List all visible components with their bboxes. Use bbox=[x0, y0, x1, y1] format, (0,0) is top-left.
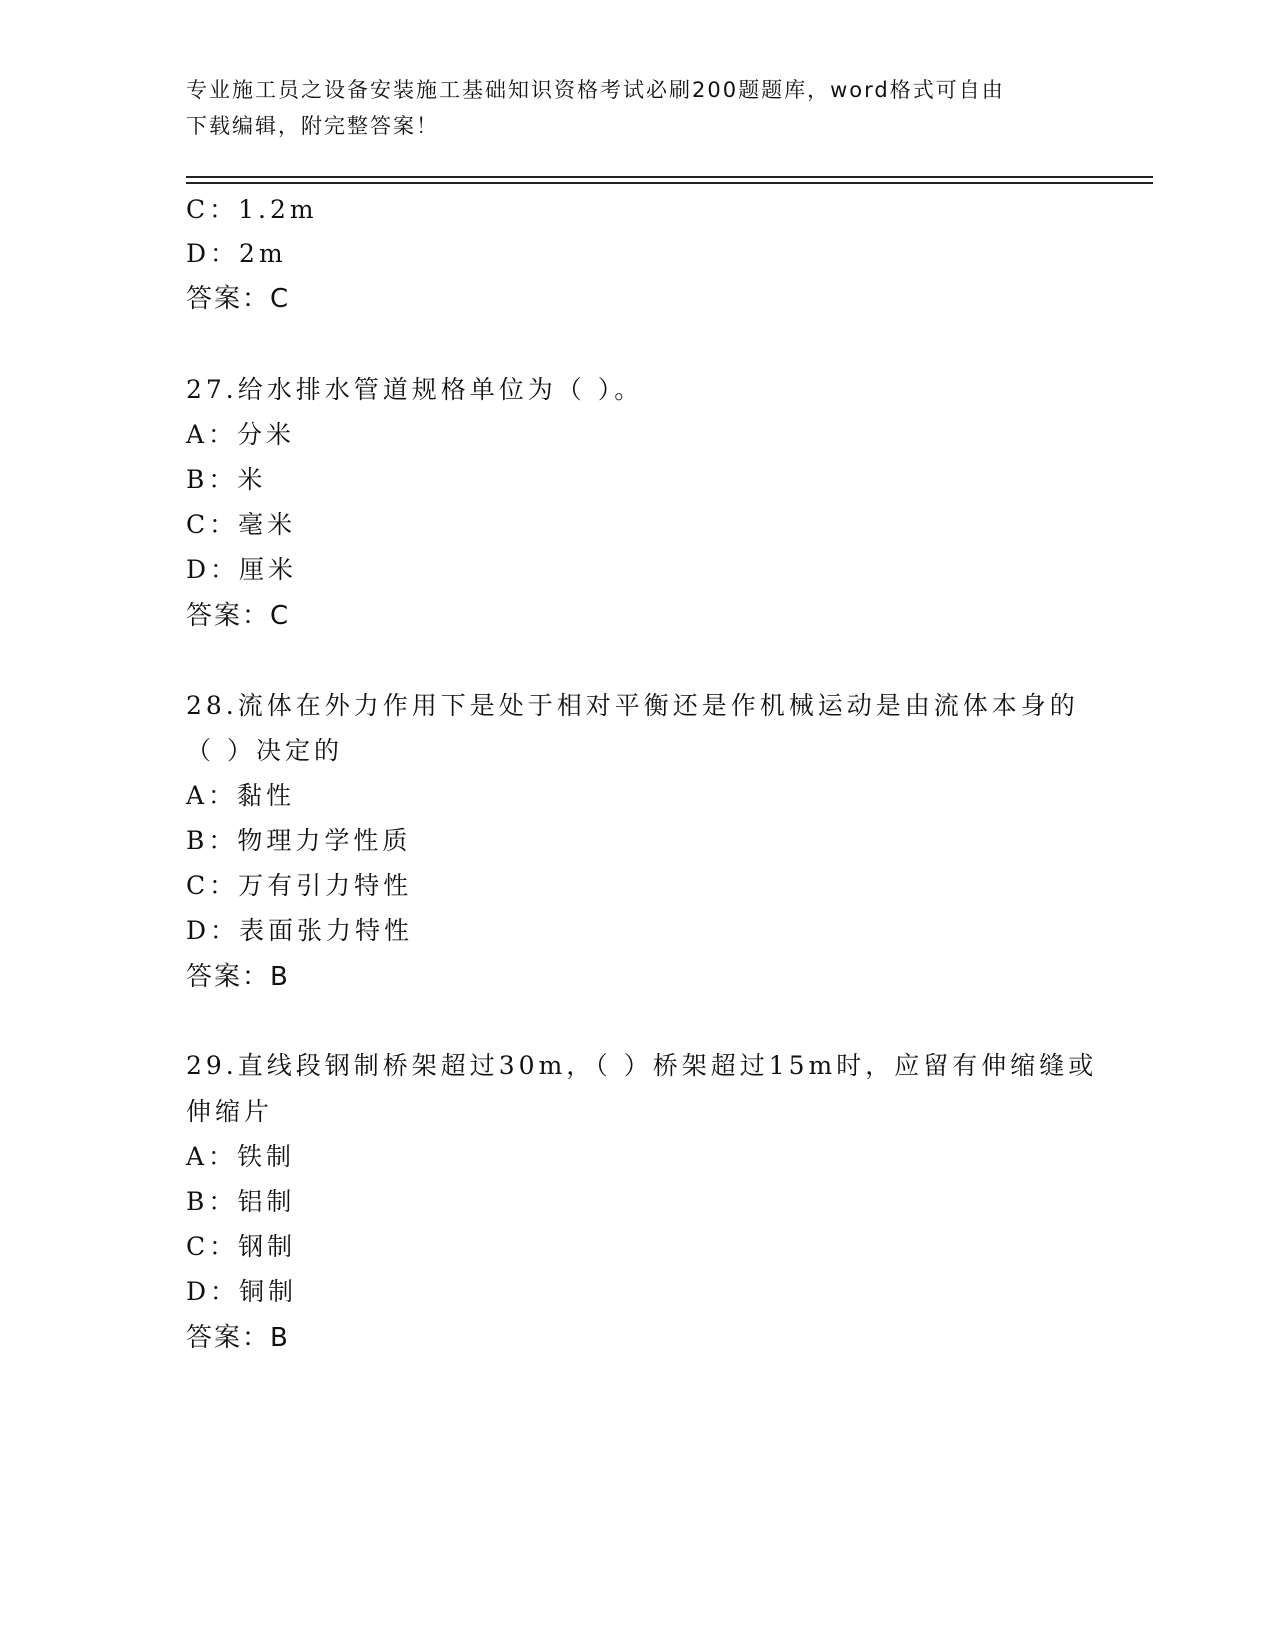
q29-question-line-2: 伸缩片 bbox=[186, 1097, 274, 1126]
q27-option-a: A：分米 bbox=[186, 420, 296, 449]
q26-option-c: C：1.2m bbox=[186, 195, 318, 224]
document-header bbox=[186, 72, 1066, 144]
header-line-1: 专业施工员之设备安装施工基础知识资格考试必刷200题题库，word格式可自由 bbox=[186, 78, 1005, 102]
q28-answer: 答案：B bbox=[186, 962, 290, 992]
header-divider-top bbox=[186, 176, 1153, 178]
q28-question-line-2: （ ）决定的 bbox=[186, 736, 343, 765]
q27-answer: 答案：C bbox=[186, 601, 291, 631]
q28-option-a: A：黏性 bbox=[186, 781, 296, 810]
q29-answer: 答案：B bbox=[186, 1323, 290, 1353]
q28-option-b: B：物理力学性质 bbox=[186, 826, 412, 855]
q29-option-d: D：铜制 bbox=[186, 1277, 298, 1306]
header-line-2: 下载编辑，附完整答案！ bbox=[186, 114, 439, 138]
q27-question: 27.给水排水管道规格单位为（ ）。 bbox=[186, 375, 644, 404]
q27-option-b: B：米 bbox=[186, 465, 267, 494]
q28-option-c: C：万有引力特性 bbox=[186, 871, 413, 900]
header-divider-bottom bbox=[186, 182, 1153, 184]
q28-option-d: D：表面张力特性 bbox=[186, 916, 414, 945]
q26-answer: 答案：C bbox=[186, 284, 291, 314]
q26-option-d: D：2m bbox=[186, 239, 287, 268]
q29-option-a: A：铁制 bbox=[186, 1142, 296, 1171]
q27-option-c: C：毫米 bbox=[186, 510, 297, 539]
q29-option-c: C：钢制 bbox=[186, 1232, 297, 1261]
q28-question-line-1: 28.流体在外力作用下是处于相对平衡还是作机械运动是由流体本身的 bbox=[186, 691, 1079, 720]
q29-option-b: B：铝制 bbox=[186, 1187, 296, 1216]
q27-option-d: D：厘米 bbox=[186, 555, 298, 584]
q29-question-line-1: 29.直线段钢制桥架超过30m，（ ）桥架超过15m时，应留有伸缩缝或 bbox=[186, 1051, 1098, 1080]
